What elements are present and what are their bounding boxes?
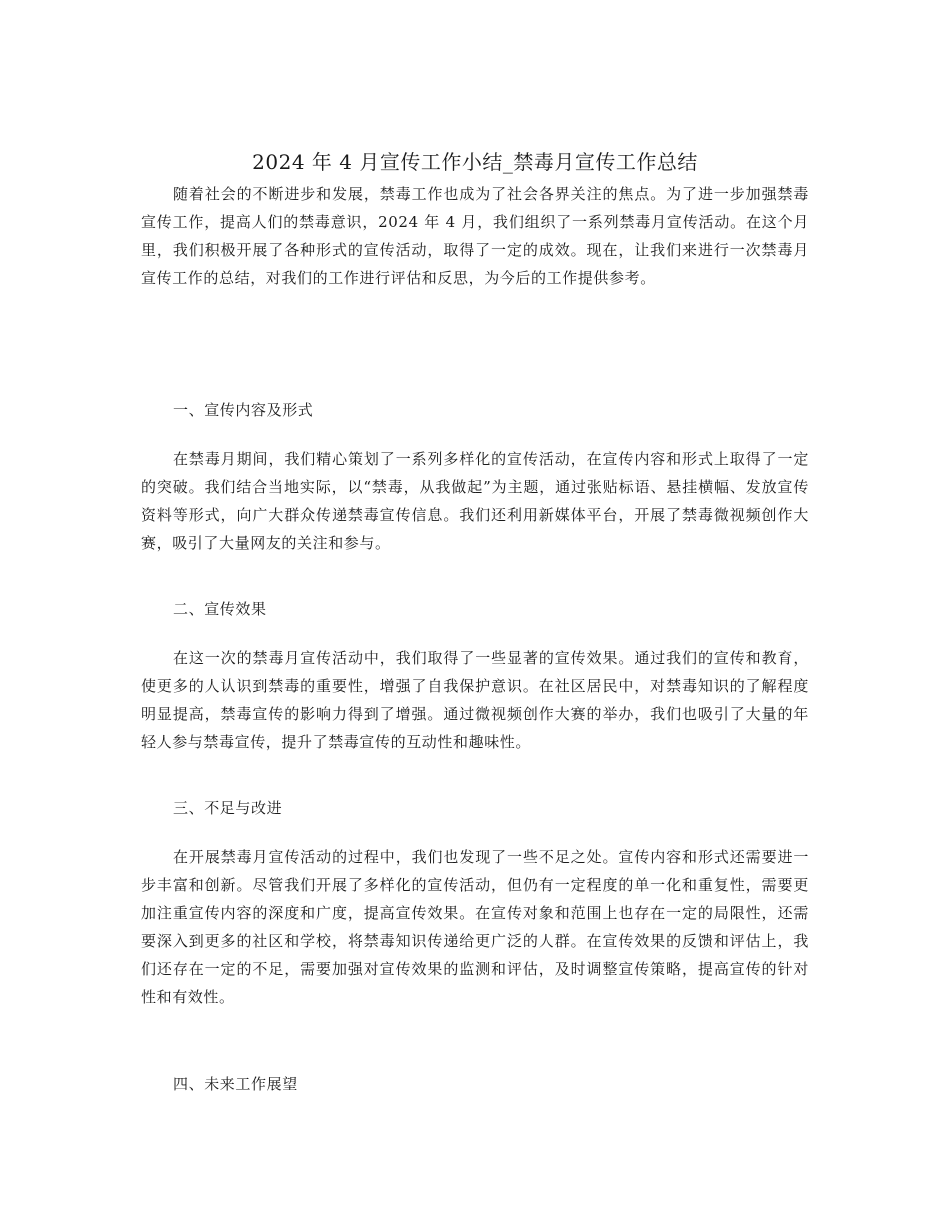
section-heading-content-and-form: 一、宣传内容及形式 xyxy=(173,401,314,419)
section-paragraph-shortcomings: 在开展禁毒月宣传活动的过程中，我们也发现了一些不足之处。宣传内容和形式还需要进一步丰富和创新。尽管我们开展了多样化的宣传活动，但仍有一定程度的单一化和重复性，需要更加注重宣传内容的深度和广度，提高宣传效果。在宣传对象和范围上也存在一定的局限性，还需要深入到更多的社区和学校，将禁毒知识传递给更广泛的人群。在宣传效果的反馈和评估上，我们还存在一定的不足，需要加强对宣传效果的监测和评估，及时调整宣传策略，提高宣传的针对性和有效性。 xyxy=(141,848,809,1006)
section-heading-effects: 二、宣传效果 xyxy=(173,600,267,618)
intro-paragraph: 随着社会的不断进步和发展，禁毒工作也成为了社会各界关注的焦点。为了进一步加强禁毒宣传工作，提高人们的禁毒意识，2024 年 4 月，我们组织了一系列禁毒月宣传活动。在这个月里，我们积极开展了各种形式的宣传活动，取得了一定的成效。现在，让我们来进行一次禁毒月宣传工作的总结，对我们的工作进行评估和反思，为今后的工作提供参考。 xyxy=(141,185,809,287)
section-heading-shortcomings: 三、不足与改进 xyxy=(173,799,283,817)
section-paragraph-effects: 在这一次的禁毒月宣传活动中，我们取得了一些显著的宣传效果。通过我们的宣传和教育，使更多的人认识到禁毒的重要性，增强了自我保护意识。在社区居民中，对禁毒知识的了解程度明显提高，禁毒宣传的影响力得到了增强。通过微视频创作大赛的举办，我们也吸引了大量的年轻人参与禁毒宣传，提升了禁毒宣传的互动性和趣味性。 xyxy=(141,649,809,751)
section-heading-outlook: 四、未来工作展望 xyxy=(173,1075,298,1093)
section-paragraph-content-and-form: 在禁毒月期间，我们精心策划了一系列多样化的宣传活动，在宣传内容和形式上取得了一定的突破。我们结合当地实际，以“禁毒，从我做起”为主题，通过张贴标语、悬挂横幅、发放宣传资料等形式，向广大群众传递禁毒宣传信息。我们还利用新媒体平台，开展了禁毒微视频创作大赛，吸引了大量网友的关注和参与。 xyxy=(141,450,809,552)
document-title: 2024 年 4 月宣传工作小结_禁毒月宣传工作总结 xyxy=(252,150,698,174)
